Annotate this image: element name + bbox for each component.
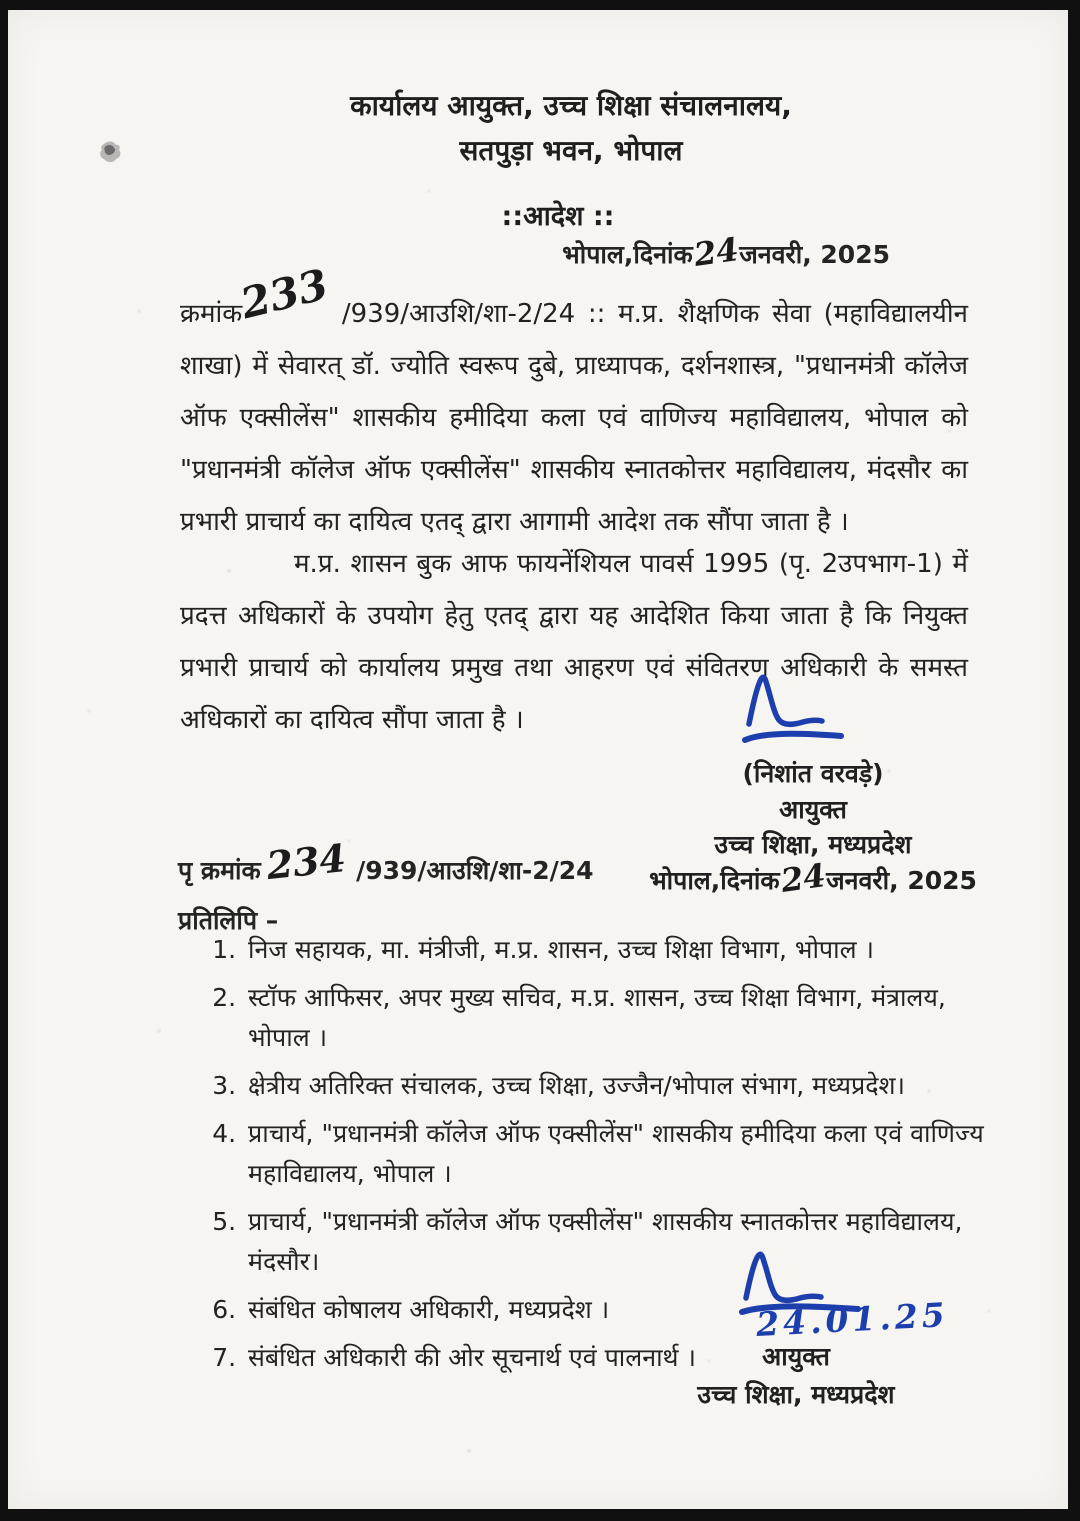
copy-to-label: प्रतिलिपि – xyxy=(178,906,279,935)
order-body-paragraph-2: म.प्र. शासन बुक आफ फायनेंशियल पावर्स 1995 (पृ. 2उपभाग-1) में प्रदत्त अधिकारों के उपयोग हेतु एतद् द्वारा यह आदेशित किया जाता है कि नियुक्त प्रभारी प्राचार्य को कार्यालय प्रमुख तथा आहरण एवं संवितरण अधिकारी के समस्त अधिकारों का दायित्व सौंपा जाता है । xyxy=(180,549,968,735)
signature-date-day-handwritten: 24 xyxy=(778,855,828,900)
letterhead-line2: सतपुड़ा भवन, भोपाल xyxy=(459,133,683,167)
letterhead-line1: कार्यालय आयुक्त, उच्च शिक्षा संचालनालय, xyxy=(350,89,792,122)
signatory-designation: आयुक्त xyxy=(779,794,847,824)
signature-date-suffix: जनवरी, 2025 xyxy=(826,865,977,895)
order-text: म.प्र. शैक्षणिक सेवा (महाविद्यालयीन शाखा) में सेवारत् डॉ. ज्योति स्वरूप दुबे, प्राध्यापक, दर्शनशास्त्र, "प्रधानमंत्री कॉलेज ऑफ एक्सीलेंस" शासकीय हमीदिया कला एवं वाणिज्य महाविद्यालय, भोपाल को "प्रधानमंत्री कॉलेज ऑफ एक्सीलेंस" शासकीय स्नातकोत्तर महाविद्यालय, मंदसौर का प्रभारी प्राचार्य का दायित्व एतद् द्वारा आगामी आदेश तक सौंपा जाता है । xyxy=(180,299,968,537)
copy-recipient-1: 1. निज सहायक, मा. मंत्रीजी, म.प्र. शासन, उच्च शिक्षा विभाग, भोपाल । xyxy=(244,930,1004,970)
bottom-department: उच्च शिक्षा, मध्यप्रदेश xyxy=(697,1379,895,1409)
issue-dateline xyxy=(178,230,890,274)
reference-number-rest: /939/आउशि/शा-2/24 :: xyxy=(341,299,619,329)
reference-label: क्रमांक xyxy=(180,299,243,329)
issue-date-suffix: जनवरी, 2025 xyxy=(739,240,890,269)
order-title: ::आदेश :: xyxy=(501,201,615,232)
signature-date-prefix: भोपाल,दिनांक xyxy=(649,865,780,895)
copy-recipient-2: 2. स्टॉफ आफिसर, अपर मुख्य सचिव, म.प्र. शासन, उच्च शिक्षा विभाग, मंत्रालय, भोपाल । xyxy=(244,978,1004,1058)
bottom-designation: आयुक्त xyxy=(762,1342,830,1371)
signature-date-handwritten: 24.01.25 xyxy=(755,1294,950,1345)
copy-recipient-7: 7. संबंधित अधिकारी की ओर सूचनार्थ एवं पालनार्थ । xyxy=(244,1338,1004,1378)
issue-date-prefix: भोपाल,दिनांक xyxy=(562,240,693,269)
endorsement-label: पृ क्रमांक xyxy=(178,856,261,885)
signatory-name: (निशांत वरवड़े) xyxy=(742,759,884,788)
copy-recipient-4: 4. प्राचार्य, "प्रधानमंत्री कॉलेज ऑफ एक्सीलेंस" शासकीय हमीदिया कला एवं वाणिज्य महाविद्यालय, भोपाल । xyxy=(244,1114,1004,1194)
endorsement-number-rest: /939/आउशि/शा-2/24 xyxy=(356,856,594,885)
copy-recipient-6: 6. संबंधित कोषालय अधिकारी, मध्यप्रदेश । xyxy=(244,1290,1004,1330)
bottom-designation-block xyxy=(656,1338,936,1413)
order-body-paragraph-1 xyxy=(180,259,968,548)
signatory-department: उच्च शिक्षा, मध्यप्रदेश xyxy=(714,830,912,859)
letterhead xyxy=(178,84,964,174)
paper-texture xyxy=(8,10,10,12)
ink-smudge-icon xyxy=(92,136,132,176)
endorsement-number-handwritten: 234 xyxy=(264,835,348,889)
endorsement-number-line xyxy=(178,835,594,889)
reference-number-handwritten: 233 xyxy=(236,259,334,329)
document-page xyxy=(8,10,1068,1509)
copy-recipient-5: 5. प्राचार्य, "प्रधानमंत्री कॉलेज ऑफ एक्सीलेंस" शासकीय स्नातकोत्तर महाविद्यालय, मंदसौर। xyxy=(244,1202,1004,1282)
copy-recipient-3: 3. क्षेत्रीय अतिरिक्त संचालक, उच्च शिक्षा, उज्जैन/भोपाल संभाग, मध्यप्रदेश। xyxy=(244,1066,1004,1106)
issue-date-day-handwritten: 24 xyxy=(691,230,741,274)
signature-dateline xyxy=(648,855,978,900)
signature-block xyxy=(648,756,978,898)
commissioner-signature-ink-icon xyxy=(741,670,853,750)
